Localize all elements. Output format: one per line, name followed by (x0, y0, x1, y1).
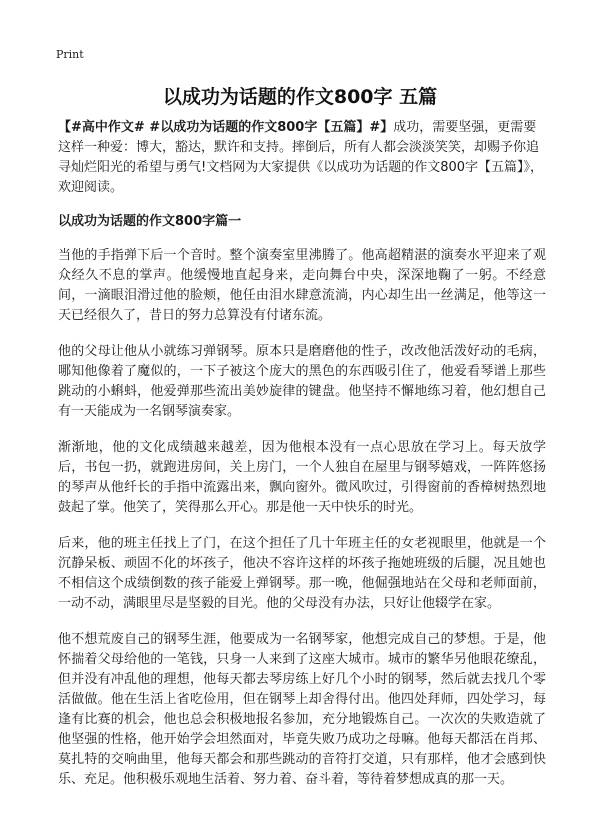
paragraph-1: 当他的手指弹下后一个音时。整个演奏室里沸腾了。他高超精湛的演奏水平迎来了观众经久不息的掌声。他缓慢地直起身来，走向舞台中央，深深地鞠了一躬。不经意间，一滴眼泪滑过他的脸颊，他任由泪水肆意流淌，内心却生出一丝满足，他等这一天已经很久了，昔日的努力总算没有付诸东流。 (58, 248, 546, 323)
paragraph-5: 他不想荒废自己的钢琴生涯，他要成为一名钢琴家，他想完成自己的梦想。于是，他怀揣着父母给他的一笔钱，只身一人来到了这座大城市。城市的繁华另他眼花缭乱，但并没有冲乱他的理想，他每天都去琴房练上好几个小时的钢琴，然后就去找几个零活做做。他在生活上省吃俭用，但在钢琴上却舍得付出。他四处拜师，四处学习，每逢有比赛的机会，他也总会积极地报名参加，充分地锻炼自己。一次次的失败造就了他坚强的性格，他开始学会坦然面对，毕竟失败乃成功之母嘛。他每天都活在肖邦、莫扎特的交响曲里，他每天都会和那些跳动的音符打交道，只有那样，他才会感到快乐、充足。他积极乐观地生活着、努力着、奋斗着，等待着梦想成真的那一天。 (58, 632, 546, 787)
intro-tag: 【#高中作文# #以成功为话题的作文800字【五篇】#】 (58, 120, 394, 135)
page-title: 以成功为话题的作文800字 五篇 (162, 86, 438, 108)
paragraph-4: 后来，他的班主任找上了门，在这个担任了几十年班主任的女老视眼里，他就是一个沉静呆板、顽固不化的坏孩子，他决不容许这样的坏孩子拖她班级的后腿，况且她也不相信这个成绩倒数的孩子能爱上弹钢琴。那一晚，他倔强地站在父母和老师面前，一动不动，满眼里尽是坚毅的目光。他的父母没有办法，只好让他辍学在家。 (58, 536, 546, 611)
intro-text: 成功，需要坚强，更需要这样一种爱：博大，豁达，默许和支持。摔倒后，所有人都会淡淡笑笑，却赐予你追寻灿烂阳光的希望与勇气!文档网为大家提供《以成功为话题的作文800字【五篇】》，欢迎阅读。 (58, 120, 544, 195)
paragraph-3: 渐渐地，他的文化成绩越来越差，因为他根本没有一点心思放在学习上。每天放学后，书包一扔，就跑进房间，关上房门，一个人独自在屋里与钢琴嬉戏，一阵阵悠扬的琴声从他纤长的手指中流露出来，飘向窗外。微风吹过，引得窗前的香樟树热烈地鼓起了掌。他笑了，笑得那么开心。那是他一天中快乐的时光。 (58, 440, 546, 515)
print-link[interactable]: Print (56, 48, 84, 61)
section-heading: 以成功为话题的作文800字篇一 (58, 214, 242, 229)
article-body (58, 118, 546, 806)
paragraph-2: 他的父母让他从小就练习弹钢琴。原本只是磨磨他的性子，改改他活泼好动的毛病，哪知他像着了魔似的，一下子被这个庞大的黑色的东西吸引住了，他爱看琴谱上那些跳动的小蝌蚪，他爱弹那些流出美妙旋律的键盘。他坚持不懈地练习着，他幻想自己有一天能成为一名钢琴演奏家。 (58, 344, 546, 419)
intro-paragraph (58, 118, 546, 198)
